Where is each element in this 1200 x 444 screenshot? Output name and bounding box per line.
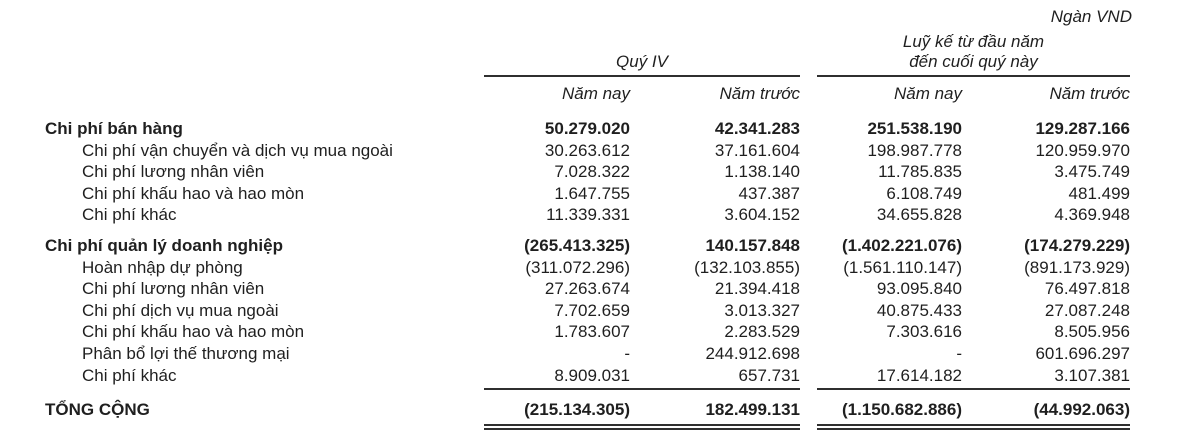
- row-label: Phân bổ lợi thế thương mại: [82, 343, 290, 363]
- row-label: Chi phí quản lý doanh nghiệp: [45, 235, 283, 255]
- row-label: Chi phí khấu hao và hao mòn: [82, 183, 305, 203]
- value-cell: 3.475.749: [1054, 162, 1130, 182]
- value-cell: 3.013.327: [724, 300, 800, 320]
- value-cell: 6.108.749: [886, 183, 962, 203]
- value-cell: 4.369.948: [1054, 205, 1130, 225]
- value-cell: 27.087.248: [1044, 300, 1130, 320]
- total-label: TỔNG CỘNG: [45, 400, 150, 420]
- value-cell: 93.095.840: [876, 279, 962, 299]
- column-group-luy-ke-line2: đến cuối quý này: [909, 52, 1038, 71]
- value-cell: 198.987.778: [867, 140, 962, 160]
- row-label: Hoàn nhập dự phòng: [82, 257, 243, 277]
- section-spacer: [45, 226, 1130, 235]
- value-cell: -: [624, 343, 630, 363]
- value-cell: -: [956, 343, 962, 363]
- column-gap: [800, 235, 817, 257]
- row-label: Chi phí khác: [82, 365, 177, 385]
- value-cell: 11.785.835: [878, 162, 962, 182]
- column-gap: [800, 278, 817, 300]
- value-cell: 8.505.956: [1054, 322, 1130, 342]
- col-header-lk-nam-truoc: Năm trước: [1049, 84, 1130, 103]
- value-cell: 3.107.381: [962, 365, 1130, 391]
- value-cell: 40.875.433: [876, 300, 962, 320]
- total-value-cell: (215.134.305): [484, 390, 630, 430]
- value-cell: 76.497.818: [1044, 279, 1130, 299]
- value-cell: 1.647.755: [554, 183, 630, 203]
- value-cell: 657.731: [630, 365, 800, 391]
- currency-unit-label: Ngàn VND: [1050, 7, 1132, 26]
- value-cell: 37.161.604: [714, 140, 800, 160]
- column-gap: [800, 161, 817, 183]
- value-cell: 7.303.616: [886, 322, 962, 342]
- column-gap: [800, 183, 817, 205]
- value-cell: 42.341.283: [714, 119, 800, 138]
- value-cell: (891.173.929): [1024, 257, 1130, 277]
- col-header-q-nam-nay: Năm nay: [561, 84, 630, 103]
- value-cell: 21.394.418: [714, 279, 800, 299]
- subheader-empty-cell: [45, 77, 484, 118]
- row-label: Chi phí bán hàng: [45, 119, 183, 138]
- value-cell: 30.263.612: [544, 140, 630, 160]
- value-cell: 140.157.848: [705, 235, 800, 255]
- value-cell: 34.655.828: [876, 205, 962, 225]
- value-cell: 3.604.152: [724, 205, 800, 225]
- column-gap: [800, 390, 817, 430]
- value-cell: 244.912.698: [705, 343, 800, 363]
- column-gap: [800, 77, 817, 118]
- column-gap: [800, 27, 817, 77]
- value-cell: 2.283.529: [724, 322, 800, 342]
- column-gap: [800, 204, 817, 226]
- total-value-cell: (1.150.682.886): [817, 390, 962, 430]
- value-cell: 7.028.322: [554, 162, 630, 182]
- column-gap: [800, 365, 817, 391]
- column-group-luy-ke: [817, 27, 1130, 77]
- value-cell: 17.614.182: [817, 365, 962, 391]
- column-gap: [800, 257, 817, 279]
- col-header-lk-nam-nay: Năm nay: [893, 84, 962, 103]
- value-cell: (132.103.855): [694, 257, 800, 277]
- row-label: Chi phí khác: [82, 205, 177, 225]
- row-label: Chi phí khấu hao và hao mòn: [82, 322, 305, 342]
- value-cell: (265.413.325): [524, 235, 630, 255]
- column-gap: [800, 321, 817, 343]
- total-value-cell: 182.499.131: [630, 390, 800, 430]
- value-cell: 437.387: [738, 183, 800, 203]
- value-cell: (1.561.110.147): [843, 257, 962, 277]
- value-cell: (174.279.229): [1024, 235, 1130, 255]
- column-gap: [800, 118, 817, 140]
- column-group-quy-iv: [484, 27, 800, 77]
- column-gap: [800, 343, 817, 365]
- row-label: Chi phí lương nhân viên: [82, 162, 265, 182]
- value-cell: 1.783.607: [554, 322, 630, 342]
- value-cell: 120.959.970: [1035, 140, 1130, 160]
- row-label: Chi phí lương nhân viên: [82, 279, 265, 299]
- column-gap: [800, 140, 817, 162]
- corner-empty-cell: [45, 27, 484, 77]
- value-cell: 251.538.190: [867, 119, 962, 138]
- value-cell: 50.279.020: [544, 119, 630, 138]
- column-group-quy-iv-label: Quý IV: [616, 52, 668, 71]
- value-cell: 11.339.331: [546, 205, 630, 225]
- value-cell: 8.909.031: [484, 365, 630, 391]
- row-label: Chi phí dịch vụ mua ngoài: [82, 300, 279, 320]
- value-cell: 481.499: [1068, 183, 1130, 203]
- value-cell: 27.263.674: [544, 279, 630, 299]
- col-header-q-nam-truoc: Năm trước: [719, 84, 800, 103]
- value-cell: (311.072.296): [525, 257, 630, 277]
- row-label: Chi phí vận chuyển và dịch vụ mua ngoài: [82, 140, 393, 160]
- total-value-cell: (44.992.063): [962, 390, 1130, 430]
- value-cell: 7.702.659: [554, 300, 630, 320]
- value-cell: 601.696.297: [1035, 343, 1130, 363]
- value-cell: (1.402.221.076): [841, 235, 962, 255]
- value-cell: 1.138.140: [724, 162, 800, 182]
- column-group-luy-ke-line1: Luỹ kế từ đầu năm: [902, 32, 1045, 51]
- value-cell: 129.287.166: [1035, 119, 1130, 138]
- column-gap: [800, 300, 817, 322]
- expense-table: [0, 27, 1200, 430]
